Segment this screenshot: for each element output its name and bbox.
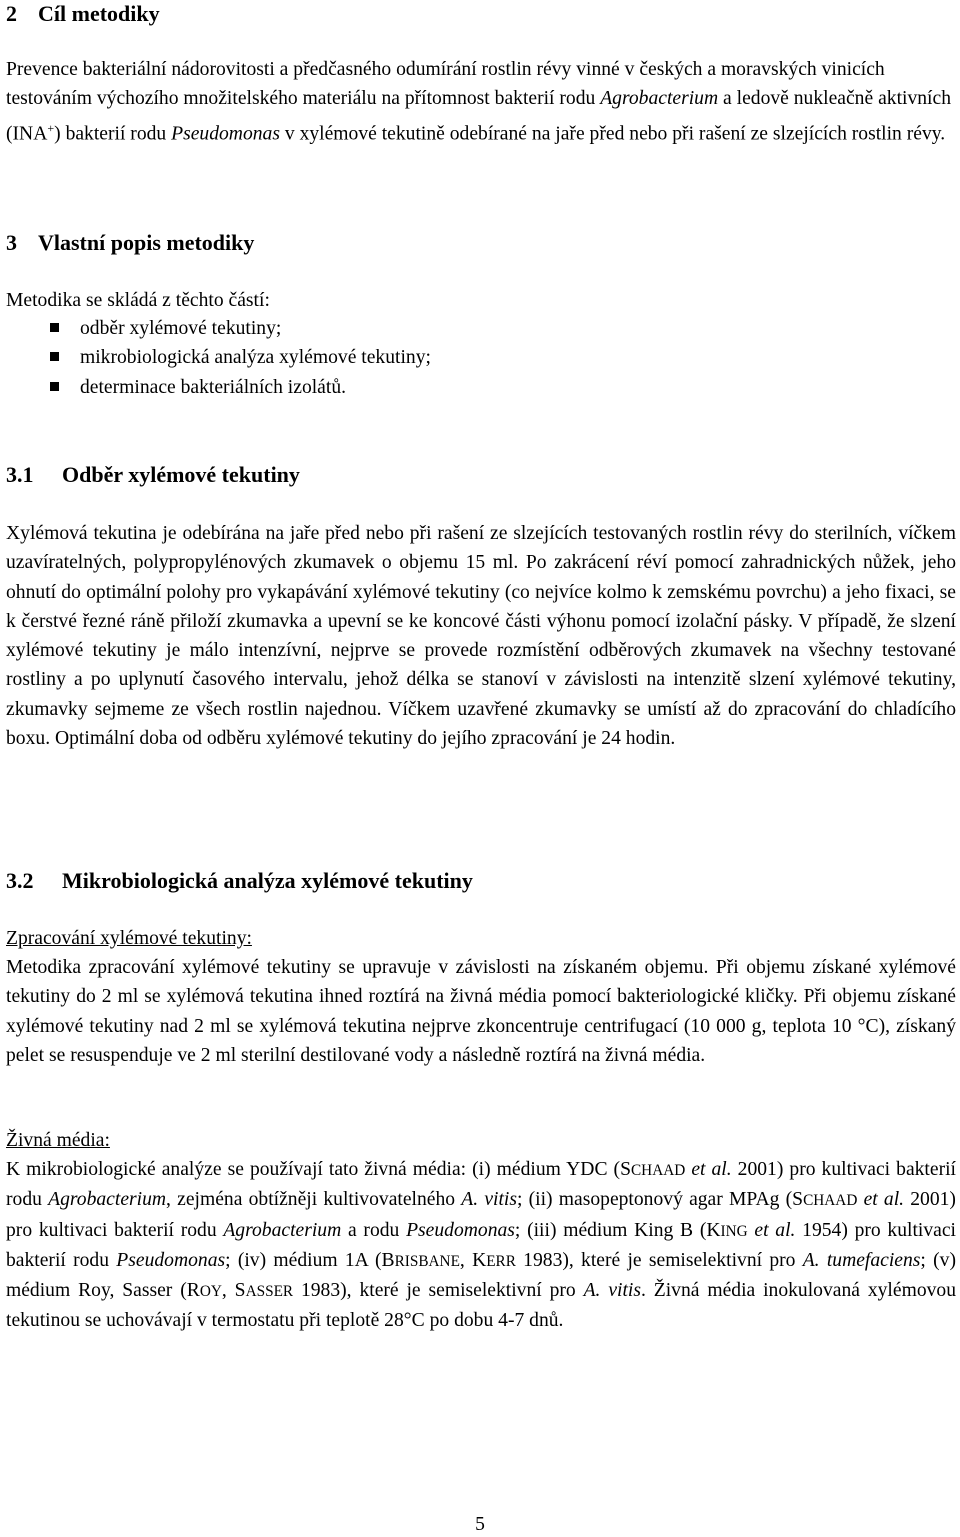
section-2-paragraph: Prevence bakteriální nádorovitosti a předčasného odumírání rostlin révy vinné v českých a moravských vinicích testováním výchozího množitelského materiálu na přítomnost bakterií rodu Agrobacterium a ledově nukleačně aktivních (INA+) bakterií rodu Pseudomonas v xylémové tekutině odebírané na jaře před nebo při rašení ze slzejících rostlin révy. [6,59,951,145]
section-2-heading [6,0,956,28]
section-number: 2 [6,1,17,26]
section-title: Odběr xylémové tekutiny [62,462,300,487]
method-parts-list [50,314,431,402]
section-3-intro: Metodika se skládá z těchto částí: [6,290,270,311]
section-title: Vlastní popis metodiky [38,230,255,255]
section-3-heading [6,229,956,257]
list-item: odběr xylémové tekutiny; [50,314,431,343]
processing-subheading: Zpracování xylémové tekutiny: [6,928,252,949]
section-title: Cíl metodiky [38,1,160,26]
section-title: Mikrobiologická analýza xylémové tekutiny [62,868,473,893]
section-number: 3 [6,230,17,255]
processing-paragraph: Metodika zpracování xylémové tekutiny se upravuje v závislosti na získaném objemu. Při objemu získané xylémové tekutiny do 2 ml se xylémová tekutina ihned roztírá na živná média pomocí bakteriologické kličky. Při objemu získané xylémové tekutiny nad 2 ml se xylémová tekutina nejprve zkoncentruje centrifugací (10 000 g, teplota 10 °C), získaný pelet se resuspenduje ve 2 ml sterilní destilované vody a následně roztírá na živná média. [6,957,956,1066]
section-number: 3.2 [6,868,34,893]
section-3-2-heading [6,867,956,895]
section-number: 3.1 [6,462,34,487]
media-paragraph: K mikrobiologické analýze se používají tato živná média: (i) médium YDC (SCHAAD et al. 2001) pro kultivaci bakterií rodu Agrobacterium, zejména obtížněji kultivovatelného A. vitis; (ii) masopeptonový agar MPAg (SCHAAD et al. 2001) pro kultivaci bakterií rodu Agrobacterium a rodu Pseudomonas; (iii) médium King B (KING et al. 1954) pro kultivaci bakterií rodu Pseudomonas; (iv) médium 1A (BRISBANE, KERR 1983), které je semiselektivní pro A. tumefaciens; (v) médium Roy, Sasser (ROY, SASSER 1983), které je semiselektivní pro A. vitis. Živná média inokulovaná xylémovou tekutinou se uchovávají v termostatu při teplotě 28°C po dobu 4-7 dnů. [6,1159,957,1332]
page-number: 5 [475,1514,485,1535]
section-3-1-paragraph: Xylémová tekutina je odebírána na jaře před nebo při rašení ze slzejících testovaných rostlin révy do sterilních, víčkem uzavíratelných, polypropylénových zkumavek o objemu 15 ml. Po zakrácení réví pomocí zahradnických nůžek, jeho ohnutí do optimální polohy pro vykapávání xylémové tekutiny (co nejvíce kolmo k zemskému povrchu) a jeho fixaci, se k čerstvé řezné ráně přiloží zkumavka a upevní se ke koncové části výhonu pomocí izolační pásky. V případě, že slzení xylémové tekutiny je málo intenzívní, nejprve se provede rozmístění odběrových zkumavek na všechny testované rostliny a po uplynutí časového intervalu, jehož délka se stanoví v závislosti na intenzitě slzení xylémové tekutiny, zkumavky sejmeme ze všech rostlin najednou. Víčkem uzavřené zkumavky se umístí až do zpracování do chladícího boxu. Optimální doba od odběru xylémové tekutiny do jejího zpracování je 24 hodin. [6,523,956,750]
media-subheading: Živná média: [6,1130,110,1151]
list-item: mikrobiologická analýza xylémové tekutiny; [50,343,431,372]
list-item: determinace bakteriálních izolátů. [50,373,431,402]
section-3-1-heading [6,461,956,489]
